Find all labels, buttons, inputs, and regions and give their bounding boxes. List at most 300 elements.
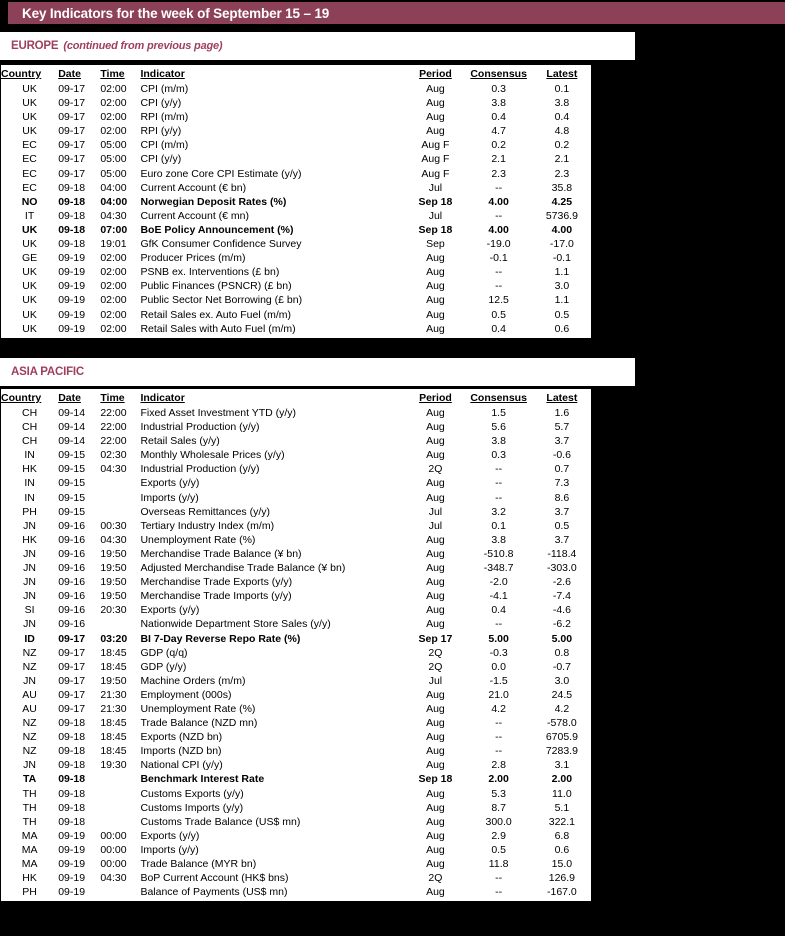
table-row (1, 758, 591, 772)
table-row (1, 575, 591, 589)
cell-latest: -17.0 (549, 238, 574, 251)
cell-date: 09-17 (58, 83, 86, 95)
cell-time: 05:00 (100, 153, 127, 166)
cell-period: Aug (426, 477, 445, 490)
col-header-date: Date (58, 68, 81, 80)
cell-consensus: 3.8 (491, 533, 506, 546)
cell-date: 09-17 (58, 660, 86, 673)
cell-date: 09-16 (58, 533, 86, 546)
cell-consensus: 0.1 (491, 519, 506, 532)
cell-country: MA (21, 843, 38, 856)
cell-country: JN (23, 618, 37, 631)
cell-latest: 4.2 (554, 702, 570, 715)
cell-period: 2Q (428, 646, 443, 659)
table-body-asia-pacific (1, 406, 591, 899)
table-row (1, 322, 591, 336)
cell-period: Aug (426, 322, 445, 335)
cell-latest: 4.8 (554, 125, 570, 138)
cell-period: Aug (426, 618, 445, 631)
table-row (1, 110, 591, 124)
cell-consensus: -348.7 (483, 562, 514, 575)
cell-indicator: GDP (y/y) (140, 660, 187, 673)
cell-date: 09-19 (58, 886, 86, 899)
cell-indicator: Merchandise Trade Exports (y/y) (140, 576, 293, 589)
cell-period: Aug (426, 590, 445, 603)
col-header-time: Time (100, 68, 125, 80)
cell-indicator: CPI (y/y) (140, 153, 182, 166)
cell-time (100, 476, 140, 490)
cell-date: 09-16 (58, 604, 86, 617)
cell-latest: 6.8 (554, 829, 570, 842)
cell-country: NZ (22, 731, 37, 744)
cell-time: 02:00 (100, 308, 127, 321)
cell-indicator: Imports (NZD bn) (140, 745, 222, 758)
cell-consensus: 0.2 (491, 139, 506, 152)
cell-consensus: -- (495, 872, 503, 885)
cell-consensus: 3.8 (491, 97, 506, 110)
cell-latest: 8.6 (554, 491, 570, 504)
cell-country: NZ (22, 646, 37, 659)
table-row (1, 308, 591, 322)
cell-country: UK (22, 125, 37, 138)
cell-period: Aug (426, 533, 445, 546)
cell-indicator: Exports (y/y) (140, 829, 200, 842)
table-row (1, 674, 591, 688)
cell-time: 19:50 (100, 590, 127, 603)
cell-consensus: -510.8 (483, 547, 514, 560)
cell-consensus: -0.1 (489, 252, 508, 265)
cell-consensus: -- (495, 209, 503, 222)
cell-latest: -0.7 (552, 660, 571, 673)
cell-date: 09-18 (58, 787, 86, 800)
cell-period: Jul (428, 505, 443, 518)
cell-period: Aug (426, 252, 445, 265)
table-asia-pacific (1, 391, 591, 899)
cell-indicator: Current Account (€ bn) (140, 181, 247, 194)
cell-latest: -303.0 (546, 562, 577, 575)
cell-period: Aug (426, 759, 445, 772)
cell-time: 22:00 (100, 421, 127, 434)
cell-consensus: -19.0 (486, 238, 511, 251)
cell-indicator: BI 7-Day Reverse Repo Rate (%) (140, 632, 301, 645)
cell-country: HK (22, 872, 37, 885)
cell-time: 00:00 (100, 829, 127, 842)
cell-time: 04:30 (100, 533, 127, 546)
cell-latest: -7.4 (552, 590, 571, 603)
cell-time (100, 505, 140, 519)
cell-period: Aug (426, 266, 445, 279)
cell-country: UK (22, 111, 37, 124)
cell-consensus: -- (495, 181, 503, 194)
cell-latest: -6.2 (552, 618, 571, 631)
cell-latest: 4.25 (551, 195, 573, 208)
table-row (1, 772, 591, 786)
cell-indicator: Public Finances (PSNCR) (£ bn) (140, 280, 292, 293)
cell-date: 09-16 (58, 576, 86, 589)
cell-latest: 0.6 (554, 322, 570, 335)
cell-date: 09-18 (58, 759, 86, 772)
cell-latest: 3.0 (554, 674, 570, 687)
table-row (1, 195, 591, 209)
cell-latest: -2.6 (552, 576, 571, 589)
cell-date: 09-18 (58, 195, 86, 208)
cell-latest: 7.3 (554, 477, 570, 490)
cell-period: Aug (426, 407, 445, 419)
table-row (1, 744, 591, 758)
table-row (1, 617, 591, 631)
cell-time: 02:00 (100, 97, 127, 110)
cell-time: 18:45 (100, 745, 127, 758)
cell-time: 00:30 (100, 519, 127, 532)
cell-indicator: National CPI (y/y) (140, 759, 223, 772)
table-row (1, 237, 591, 251)
table-row (1, 420, 591, 434)
table-row (1, 138, 591, 152)
cell-consensus: -- (495, 745, 503, 758)
cell-period: 2Q (428, 660, 443, 673)
cell-latest: 3.7 (554, 435, 570, 448)
cell-latest: 7283.9 (545, 745, 578, 758)
cell-consensus: 2.8 (491, 759, 506, 772)
col-header-indicator: Indicator (140, 392, 185, 404)
cell-period: Jul (428, 519, 443, 532)
col-header-date: Date (58, 392, 81, 404)
cell-time: 19:50 (100, 562, 127, 575)
cell-date: 09-17 (58, 111, 86, 124)
cell-country: AU (22, 702, 37, 715)
cell-date: 09-18 (58, 731, 86, 744)
cell-country: SI (24, 604, 35, 617)
cell-country: TA (22, 773, 37, 786)
cell-period: Aug (426, 858, 445, 870)
cell-country: JN (23, 519, 37, 532)
cell-indicator: Public Sector Net Borrowing (£ bn) (140, 294, 303, 307)
cell-date: 09-19 (58, 252, 86, 265)
cell-indicator: Overseas Remittances (y/y) (140, 505, 270, 518)
cell-country: PH (22, 886, 37, 899)
col-header-period: Period (419, 392, 452, 404)
cell-consensus: 0.4 (491, 604, 506, 617)
cell-time: 07:00 (100, 223, 128, 236)
table-row (1, 96, 591, 110)
section-title-asia-pacific: ASIA PACIFIC (11, 366, 84, 378)
cell-date: 09-15 (58, 491, 86, 504)
cell-consensus: -4.1 (489, 590, 508, 603)
cell-indicator: Customs Exports (y/y) (140, 787, 244, 800)
table-row (1, 801, 591, 815)
col-header-period: Period (419, 68, 452, 80)
cell-consensus: 2.3 (491, 167, 506, 180)
cell-indicator: Exports (y/y) (140, 604, 200, 617)
cell-time (100, 885, 140, 899)
cell-latest: 5736.9 (545, 209, 578, 222)
cell-date: 09-19 (58, 829, 86, 842)
cell-time: 18:45 (100, 717, 127, 730)
cell-date: 09-17 (58, 646, 86, 659)
cell-period: Aug (426, 547, 445, 560)
table-row (1, 251, 591, 265)
cell-time: 22:00 (100, 407, 127, 419)
cell-period: Aug (426, 308, 445, 321)
cell-period: Aug (426, 449, 445, 462)
cell-date: 09-17 (58, 139, 86, 152)
cell-time (100, 815, 140, 829)
cell-indicator: GDP (q/q) (140, 646, 188, 659)
indicators-table-europe (0, 64, 592, 339)
cell-time (100, 801, 140, 815)
cell-latest: 24.5 (551, 688, 573, 701)
col-header-consensus: Consensus (470, 68, 527, 80)
section-title-europe: EUROPE (11, 40, 59, 52)
cell-period: Aug (426, 829, 445, 842)
cell-time: 02:00 (100, 125, 127, 138)
cell-latest: -0.6 (552, 449, 571, 462)
cell-consensus: 12.5 (488, 294, 509, 307)
table-row (1, 462, 591, 476)
cell-indicator: Industrial Production (y/y) (140, 463, 260, 476)
cell-indicator: Merchandise Trade Balance (¥ bn) (140, 547, 302, 560)
cell-period: Aug (426, 97, 445, 110)
cell-indicator: Customs Trade Balance (US$ mn) (140, 815, 301, 828)
cell-latest: 1.1 (554, 294, 570, 307)
cell-time: 21:30 (100, 702, 127, 715)
cell-latest: -0.1 (552, 252, 571, 265)
cell-latest: -578.0 (546, 717, 577, 730)
cell-time: 02:00 (100, 252, 127, 265)
cell-consensus: -2.0 (489, 576, 508, 589)
cell-country: HK (22, 463, 37, 476)
cell-country: EC (22, 139, 37, 152)
table-row (1, 124, 591, 138)
cell-time: 18:45 (100, 731, 127, 744)
cell-latest: 0.5 (554, 519, 570, 532)
cell-country: JN (23, 674, 37, 687)
cell-indicator: Imports (y/y) (140, 843, 199, 856)
cell-indicator: PSNB ex. Interventions (£ bn) (140, 266, 280, 279)
cell-date: 09-15 (58, 477, 86, 490)
cell-date: 09-17 (58, 153, 86, 166)
cell-time: 04:00 (100, 181, 127, 194)
cell-period: Jul (428, 674, 443, 687)
cell-country: JN (23, 547, 37, 560)
cell-consensus: 0.4 (491, 111, 506, 124)
cell-latest: 3.1 (554, 759, 570, 772)
cell-date: 09-19 (58, 858, 86, 870)
cell-indicator: Retail Sales ex. Auto Fuel (m/m) (140, 308, 292, 321)
table-row (1, 843, 591, 857)
cell-country: UK (22, 238, 37, 251)
cell-country: IN (24, 477, 35, 490)
cell-time: 04:30 (100, 463, 127, 476)
cell-date: 09-16 (58, 590, 86, 603)
cell-indicator: Trade Balance (MYR bn) (140, 858, 257, 870)
cell-indicator: Employment (000s) (140, 688, 232, 701)
cell-date: 09-17 (58, 702, 86, 715)
cell-time: 18:45 (100, 646, 127, 659)
table-row (1, 561, 591, 575)
cell-country: TH (22, 815, 37, 828)
cell-period: Aug (426, 111, 445, 124)
cell-period: Sep 18 (418, 195, 453, 208)
cell-time: 00:00 (100, 858, 127, 870)
cell-consensus: -0.3 (489, 646, 508, 659)
cell-consensus: 21.0 (488, 688, 509, 701)
cell-country: IN (24, 449, 35, 462)
cell-indicator: CPI (m/m) (140, 83, 189, 95)
cell-period: Aug (426, 491, 445, 504)
cell-country: MA (21, 858, 38, 870)
table-row (1, 82, 591, 96)
cell-period: Aug (426, 435, 445, 448)
table-row (1, 293, 591, 307)
cell-latest: -118.4 (547, 547, 577, 560)
cell-consensus: 8.7 (491, 801, 506, 814)
cell-indicator: Fixed Asset Investment YTD (y/y) (140, 407, 297, 419)
cell-period: Aug (426, 886, 445, 899)
cell-date: 09-19 (58, 872, 86, 885)
cell-indicator: RPI (m/m) (140, 111, 189, 124)
page-title-banner (8, 2, 785, 24)
cell-period: Aug F (421, 167, 450, 180)
cell-latest: 322.1 (548, 815, 576, 828)
cell-date: 09-17 (58, 688, 86, 701)
cell-date: 09-17 (58, 632, 86, 645)
cell-period: Aug (426, 294, 445, 307)
cell-consensus: 4.00 (488, 195, 509, 208)
cell-period: 2Q (428, 872, 443, 885)
table-europe (1, 67, 591, 336)
cell-country: MA (21, 829, 38, 842)
cell-country: UK (22, 223, 38, 236)
cell-date: 09-18 (58, 745, 86, 758)
cell-indicator: BoE Policy Announcement (%) (140, 223, 294, 236)
cell-date: 09-19 (58, 266, 86, 279)
cell-period: Sep (426, 238, 445, 251)
cell-latest: 3.8 (554, 97, 570, 110)
cell-country: UK (22, 308, 37, 321)
cell-date: 09-18 (58, 801, 86, 814)
cell-indicator: Industrial Production (y/y) (140, 421, 260, 434)
table-row (1, 547, 591, 561)
cell-period: Jul (428, 209, 443, 222)
cell-time: 02:00 (100, 83, 127, 95)
cell-date: 09-19 (58, 280, 86, 293)
cell-indicator: Unemployment Rate (%) (140, 533, 256, 546)
cell-indicator: CPI (m/m) (140, 139, 189, 152)
table-row (1, 519, 591, 533)
cell-period: Aug (426, 604, 445, 617)
cell-period: Aug (426, 125, 445, 138)
cell-date: 09-15 (58, 449, 86, 462)
cell-time (100, 617, 140, 631)
cell-indicator: Monthly Wholesale Prices (y/y) (140, 449, 285, 462)
cell-indicator: BoP Current Account (HK$ bns) (140, 872, 289, 885)
cell-consensus: 5.3 (491, 787, 506, 800)
cell-time: 22:00 (100, 435, 127, 448)
cell-country: EC (22, 167, 37, 180)
cell-indicator: Euro zone Core CPI Estimate (y/y) (140, 167, 302, 180)
cell-consensus: 3.2 (491, 505, 506, 518)
cell-country: HK (22, 533, 37, 546)
table-row (1, 857, 591, 871)
cell-country: UK (22, 266, 37, 279)
cell-latest: 0.6 (554, 843, 570, 856)
table-row (1, 167, 591, 181)
section-header-europe (0, 32, 635, 60)
cell-indicator: Tertiary Industry Index (m/m) (140, 519, 275, 532)
table-row (1, 603, 591, 617)
col-header-latest: Latest (546, 392, 578, 404)
cell-country: TH (22, 801, 37, 814)
cell-country: IN (24, 491, 35, 504)
cell-time: 02:00 (100, 294, 127, 307)
cell-period: Aug (426, 787, 445, 800)
cell-latest: 0.2 (554, 139, 570, 152)
cell-latest: 1.1 (554, 266, 570, 279)
cell-period: Jul (428, 181, 443, 194)
cell-country: GE (22, 252, 38, 265)
cell-date: 09-17 (58, 674, 86, 687)
cell-time (100, 787, 140, 801)
cell-consensus: 0.5 (491, 843, 506, 856)
table-row (1, 505, 591, 519)
cell-country: JN (23, 562, 37, 575)
cell-consensus: 0.4 (491, 322, 506, 335)
col-header-indicator: Indicator (140, 68, 185, 80)
cell-consensus: 4.00 (488, 223, 509, 236)
cell-consensus: 0.5 (491, 308, 506, 321)
cell-time: 05:00 (100, 167, 127, 180)
cell-country: AU (22, 688, 37, 701)
cell-time: 00:00 (100, 843, 127, 856)
table-row (1, 448, 591, 462)
cell-period: Aug (426, 815, 445, 828)
cell-time: 18:45 (100, 660, 127, 673)
table-row (1, 815, 591, 829)
cell-indicator: Norwegian Deposit Rates (%) (140, 195, 287, 208)
table-row (1, 688, 591, 702)
table-header-europe (1, 67, 591, 82)
cell-country: NZ (22, 717, 37, 730)
cell-consensus: -- (495, 491, 503, 504)
cell-indicator: Producer Prices (m/m) (140, 252, 246, 265)
table-body-europe (1, 82, 591, 336)
cell-date: 09-19 (58, 308, 86, 321)
cell-consensus: 0.0 (491, 660, 506, 673)
cell-time: 04:30 (100, 872, 127, 885)
cell-consensus: -1.5 (489, 674, 508, 687)
cell-time (100, 491, 140, 505)
table-row (1, 476, 591, 490)
cell-latest: 1.6 (554, 407, 570, 419)
cell-time: 21:30 (100, 688, 127, 701)
cell-date: 09-16 (58, 618, 86, 631)
cell-time: 05:00 (100, 139, 127, 152)
cell-consensus: 0.3 (491, 449, 506, 462)
cell-country: TH (22, 787, 37, 800)
cell-time (100, 772, 140, 786)
cell-indicator: Adjusted Merchandise Trade Balance (¥ bn) (140, 562, 346, 575)
table-row (1, 589, 591, 603)
cell-country: NZ (22, 745, 37, 758)
cell-indicator: Exports (y/y) (140, 477, 200, 490)
section-header-asia-pacific (0, 358, 635, 386)
cell-period: Aug F (421, 153, 450, 166)
cell-date: 09-14 (58, 421, 86, 434)
cell-period: Aug F (421, 139, 450, 152)
cell-indicator: Imports (y/y) (140, 491, 199, 504)
table-row (1, 702, 591, 716)
